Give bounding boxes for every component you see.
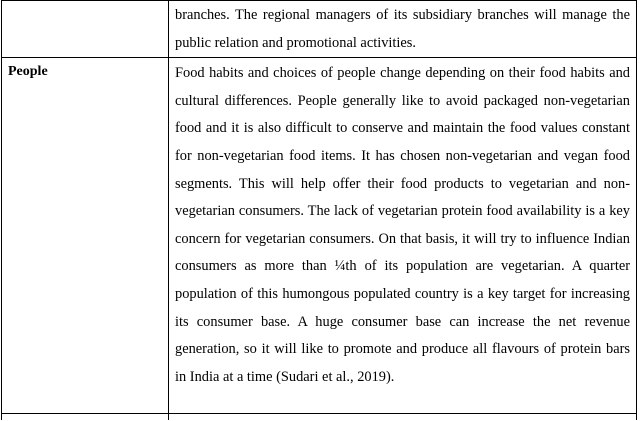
row-label-cell xyxy=(2,58,169,414)
row-body-cell xyxy=(169,414,637,421)
table-row xyxy=(2,58,637,414)
table-row xyxy=(2,1,637,58)
row-body-cell xyxy=(169,58,637,414)
row-label xyxy=(2,1,168,5)
row-label: People xyxy=(8,64,48,80)
row-label-cell xyxy=(2,1,169,58)
document-table xyxy=(1,0,637,420)
row-body-text: Food habits and choices of people change depending on their food habits and cultural differences. People generally like to avoid packaged non-vegetarian food and it is also difficult to conserve and maintain the food values constant for non-vegetarian food items. It has chosen non-vegetarian and vegan food segments. This will help offer their food products to vegetarian and non-vegetarian consumers. The lack of vegetarian protein food availability is a key concern for vegetarian consumers. On that basis, it will try to influence Indian consumers as more than ¼th of its population are vegetarian. A quarter population of this humongous populated country is a key target for increasing its consumer base. A huge consumer base can increase the net revenue generation, so it will like to promote and produce all flavours of protein bars in India at a time (Sudari et al., 2019). xyxy=(175,65,630,385)
table-row xyxy=(2,414,637,421)
row-body-text: branches. The regional managers of its subsidiary branches will manage the public relation and promotional activities. xyxy=(175,7,630,51)
row-body-cell xyxy=(169,1,637,58)
row-label-cell xyxy=(2,414,169,421)
